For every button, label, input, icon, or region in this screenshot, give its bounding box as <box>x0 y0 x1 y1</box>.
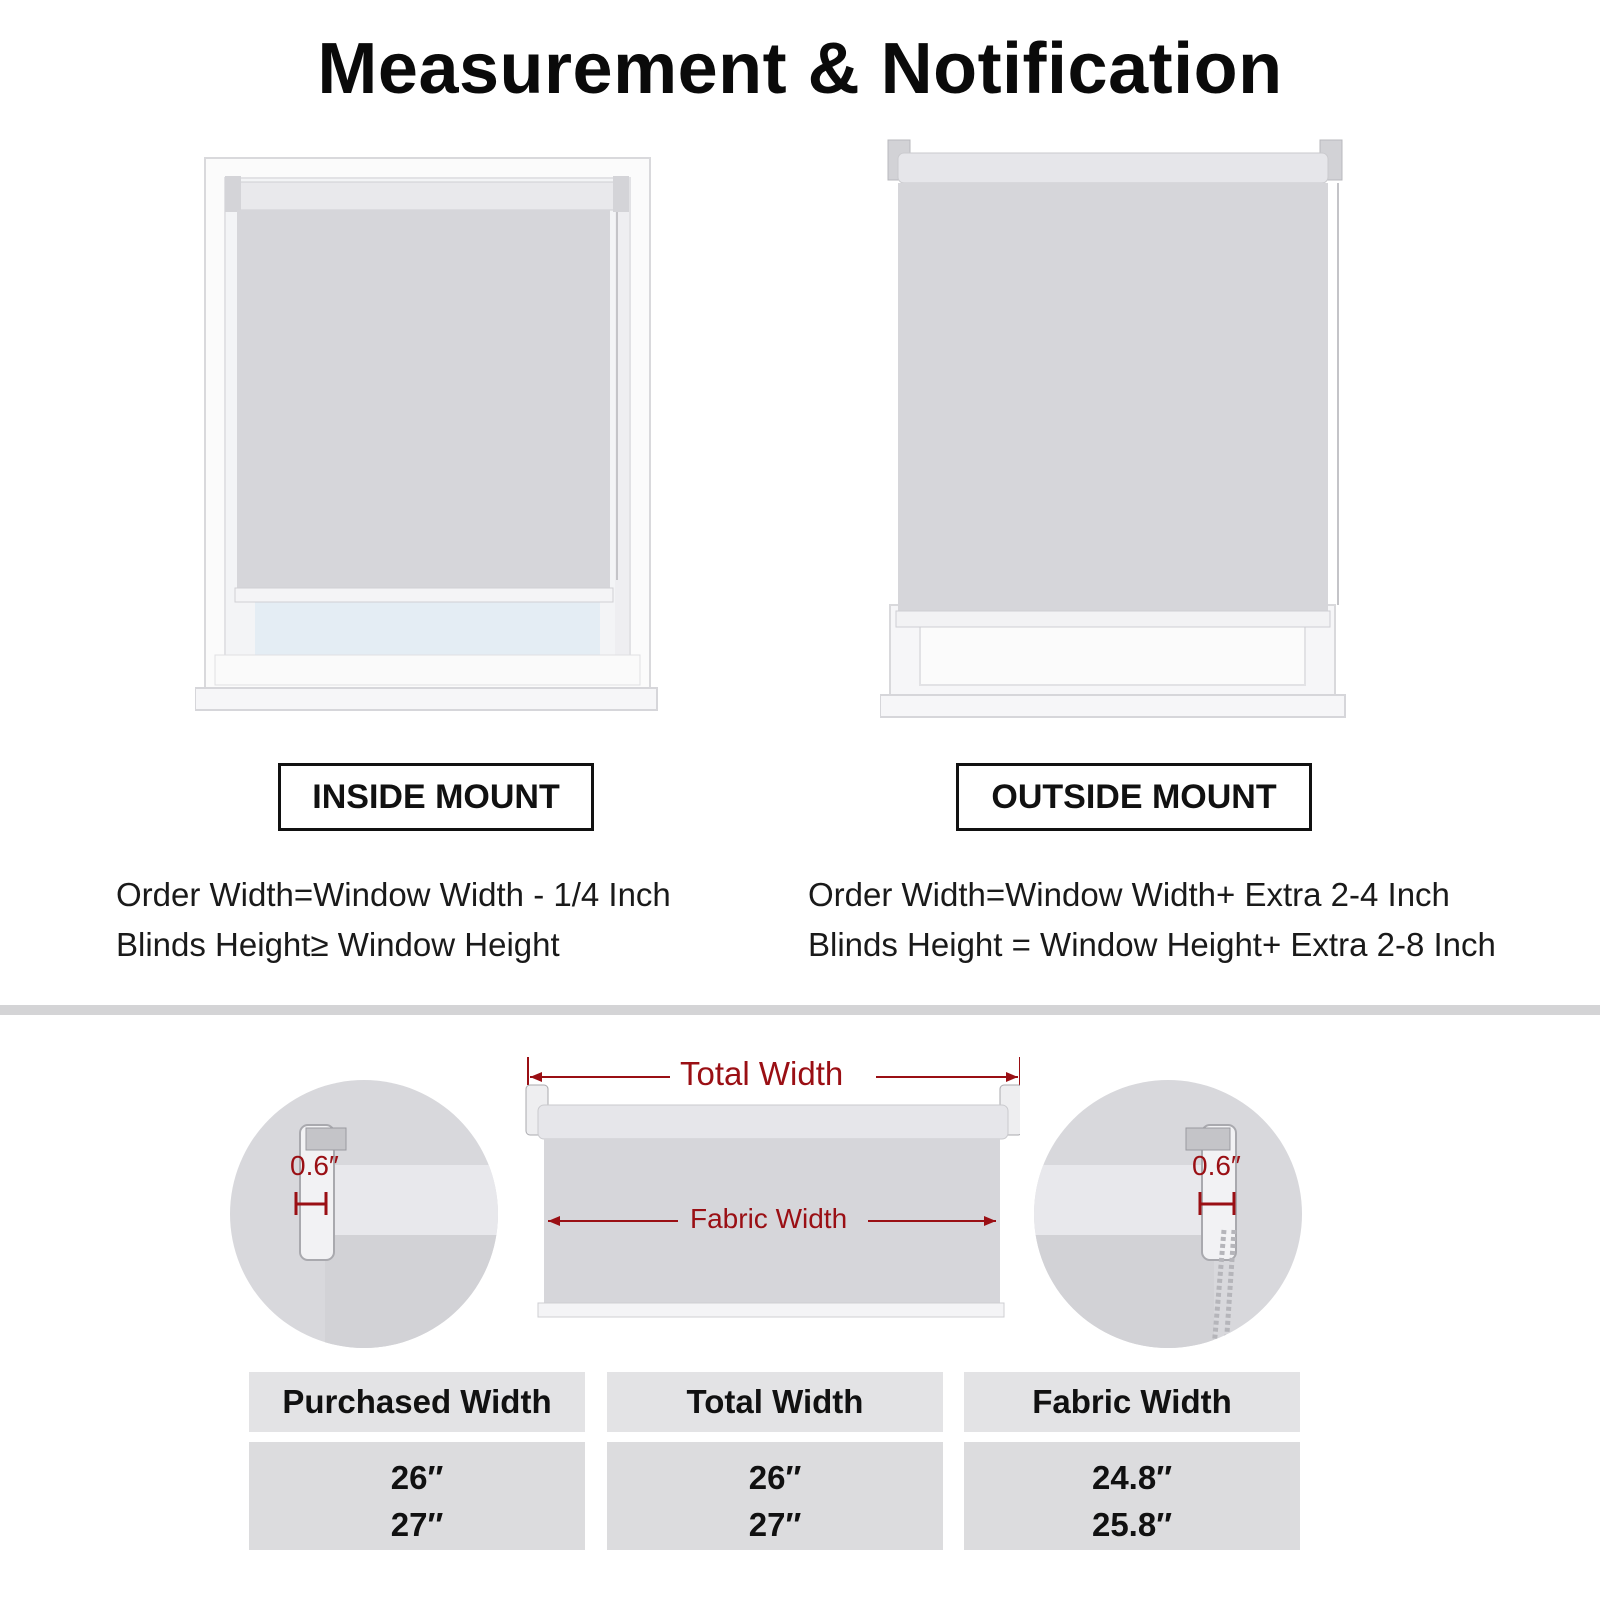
header-total-width: Total Width <box>607 1372 943 1432</box>
outside-mount-label: OUTSIDE MOUNT <box>956 763 1312 831</box>
table-cell: 27″ <box>390 1506 444 1543</box>
left-bracket-detail <box>230 1080 498 1348</box>
total-width-label: Total Width <box>680 1055 844 1092</box>
inside-mount-label: INSIDE MOUNT <box>278 763 594 831</box>
inside-height-formula: Blinds Height≥ Window Height <box>116 926 560 963</box>
section-divider <box>0 1005 1600 1015</box>
fabric-width-values <box>964 1442 1300 1550</box>
page-title: Measurement & Notification <box>317 29 1283 109</box>
right-bracket-detail <box>1034 1080 1302 1348</box>
total-width-values <box>607 1442 943 1550</box>
table-cell: 26″ <box>748 1459 802 1496</box>
table-cell: 25.8″ <box>1091 1506 1173 1543</box>
inside-mount-illustration <box>195 150 665 730</box>
header-purchased-width: Purchased Width <box>249 1372 585 1432</box>
inside-width-formula: Order Width=Window Width - 1/4 Inch <box>116 876 671 913</box>
outside-width-formula: Order Width=Window Width+ Extra 2-4 Inch <box>808 876 1450 913</box>
right-gap-label: 0.6″ <box>1192 1150 1241 1181</box>
fabric-width-label: Fabric Width <box>690 1203 848 1234</box>
header-fabric-width: Fabric Width <box>964 1372 1300 1432</box>
left-gap-label: 0.6″ <box>290 1150 339 1181</box>
outside-height-formula: Blinds Height = Window Height+ Extra 2-8 Inch <box>808 926 1496 963</box>
outside-mount-illustration <box>880 135 1360 735</box>
table-cell: 27″ <box>748 1506 802 1543</box>
purchased-width-values <box>249 1442 585 1550</box>
table-cell: 24.8″ <box>1091 1459 1173 1496</box>
roller-blind-diagram <box>520 1055 1020 1325</box>
table-cell: 26″ <box>390 1459 444 1496</box>
